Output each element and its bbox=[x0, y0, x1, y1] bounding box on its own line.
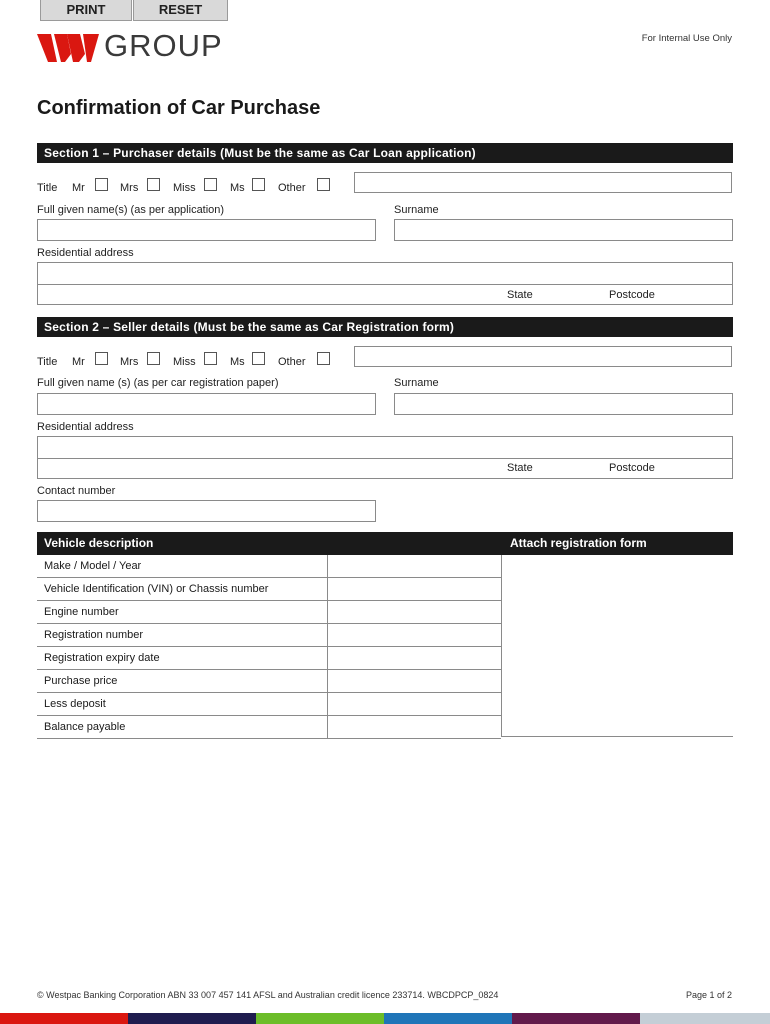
registration-number-field[interactable] bbox=[327, 624, 501, 646]
s1-title-ms-checkbox[interactable] bbox=[252, 178, 265, 191]
engine-number-field[interactable] bbox=[327, 601, 501, 623]
westpac-logo-icon bbox=[37, 34, 99, 62]
s2-title-ms-checkbox[interactable] bbox=[252, 352, 265, 365]
s1-title-mrs-checkbox[interactable] bbox=[147, 178, 160, 191]
s1-title-other-label: Other bbox=[278, 182, 306, 194]
table-row bbox=[37, 670, 501, 693]
s1-address-label: Residential address bbox=[37, 247, 134, 259]
page-number: Page 1 of 2 bbox=[685, 990, 732, 1000]
brand-stripe-navy bbox=[128, 1013, 256, 1024]
s1-given-names-label: Full given name(s) (as per application) bbox=[37, 204, 225, 216]
table-row bbox=[37, 555, 501, 578]
vehicle-heading: Vehicle description bbox=[44, 536, 154, 550]
reset-button[interactable]: RESET bbox=[133, 0, 228, 21]
brand-stripe-plum bbox=[512, 1013, 640, 1024]
s1-given-names-field[interactable] bbox=[37, 219, 376, 241]
table-row bbox=[37, 716, 501, 739]
table-row bbox=[37, 647, 501, 670]
s2-title-other-checkbox[interactable] bbox=[317, 352, 330, 365]
s2-given-names-field[interactable] bbox=[37, 393, 376, 415]
s1-title-mr-label: Mr bbox=[72, 182, 85, 194]
s1-title-label: Title bbox=[37, 182, 58, 194]
s2-title-mrs-checkbox[interactable] bbox=[147, 352, 160, 365]
s2-title-mrs-label: Mrs bbox=[120, 356, 139, 368]
s2-title-other-label: Other bbox=[278, 356, 306, 368]
s1-title-other-field[interactable] bbox=[354, 172, 732, 193]
footer-legal: © Westpac Banking Corporation ABN 33 007 457 141 AFSL and Australian credit licence 233714. WBCDPCP_0824 bbox=[37, 990, 499, 1000]
s2-title-miss-label: Miss bbox=[173, 356, 196, 368]
make-model-year-field[interactable] bbox=[327, 555, 501, 577]
s1-title-other-checkbox[interactable] bbox=[317, 178, 330, 191]
s2-contact-label: Contact number bbox=[37, 485, 116, 497]
section2-heading: Section 2 – Seller details (Must be the same as Car Registration form) bbox=[37, 317, 733, 337]
less-deposit-field[interactable] bbox=[327, 693, 501, 715]
s2-title-other-field[interactable] bbox=[354, 346, 732, 367]
brand-name: GROUP bbox=[104, 28, 223, 63]
brand-stripe-grey bbox=[640, 1013, 770, 1024]
s1-title-mr-checkbox[interactable] bbox=[95, 178, 108, 191]
brand-stripe-red bbox=[0, 1013, 128, 1024]
row-label: Vehicle Identification (VIN) or Chassis number bbox=[44, 583, 269, 595]
row-label: Registration number bbox=[44, 629, 144, 641]
row-label: Registration expiry date bbox=[44, 652, 160, 664]
s1-postcode-label: Postcode bbox=[609, 289, 655, 301]
s2-surname-label: Surname bbox=[394, 377, 439, 389]
s1-title-mrs-label: Mrs bbox=[120, 182, 139, 194]
s1-state-label: State bbox=[507, 289, 533, 301]
row-label: Balance payable bbox=[44, 721, 126, 733]
row-label: Purchase price bbox=[44, 675, 118, 687]
table-row bbox=[37, 601, 501, 624]
table-row bbox=[37, 624, 501, 647]
brand-stripe-green bbox=[256, 1013, 384, 1024]
s1-surname-field[interactable] bbox=[394, 219, 733, 241]
s2-title-ms-label: Ms bbox=[230, 356, 245, 368]
table-row bbox=[37, 578, 501, 601]
internal-use-note: For Internal Use Only bbox=[641, 33, 732, 44]
vin-field[interactable] bbox=[327, 578, 501, 600]
row-label: Less deposit bbox=[44, 698, 106, 710]
s2-surname-field[interactable] bbox=[394, 393, 733, 415]
s2-given-names-label: Full given name (s) (as per car registration paper) bbox=[37, 377, 279, 389]
table-row bbox=[37, 693, 501, 716]
s2-address-label: Residential address bbox=[37, 421, 134, 433]
s2-title-mr-checkbox[interactable] bbox=[95, 352, 108, 365]
attach-registration-area bbox=[501, 555, 733, 737]
purchase-price-field[interactable] bbox=[327, 670, 501, 692]
s2-state-label: State bbox=[507, 462, 533, 474]
brand-stripe-blue bbox=[384, 1013, 512, 1024]
attach-heading: Attach registration form bbox=[510, 536, 647, 550]
s2-postcode-label: Postcode bbox=[609, 462, 655, 474]
s1-surname-label: Surname bbox=[394, 204, 439, 216]
s2-title-miss-checkbox[interactable] bbox=[204, 352, 217, 365]
row-label: Make / Model / Year bbox=[44, 560, 142, 572]
page-title: Confirmation of Car Purchase bbox=[37, 97, 321, 119]
section1-heading: Section 1 – Purchaser details (Must be the same as Car Loan application) bbox=[37, 143, 733, 163]
s1-title-miss-label: Miss bbox=[173, 182, 196, 194]
s2-title-label: Title bbox=[37, 356, 58, 368]
s1-title-ms-label: Ms bbox=[230, 182, 245, 194]
registration-expiry-field[interactable] bbox=[327, 647, 501, 669]
s1-title-miss-checkbox[interactable] bbox=[204, 178, 217, 191]
print-button[interactable]: PRINT bbox=[40, 0, 132, 21]
balance-payable-field[interactable] bbox=[327, 716, 501, 738]
s2-contact-field[interactable] bbox=[37, 500, 376, 522]
s2-title-mr-label: Mr bbox=[72, 356, 85, 368]
vehicle-table-header bbox=[37, 532, 733, 555]
row-label: Engine number bbox=[44, 606, 119, 618]
